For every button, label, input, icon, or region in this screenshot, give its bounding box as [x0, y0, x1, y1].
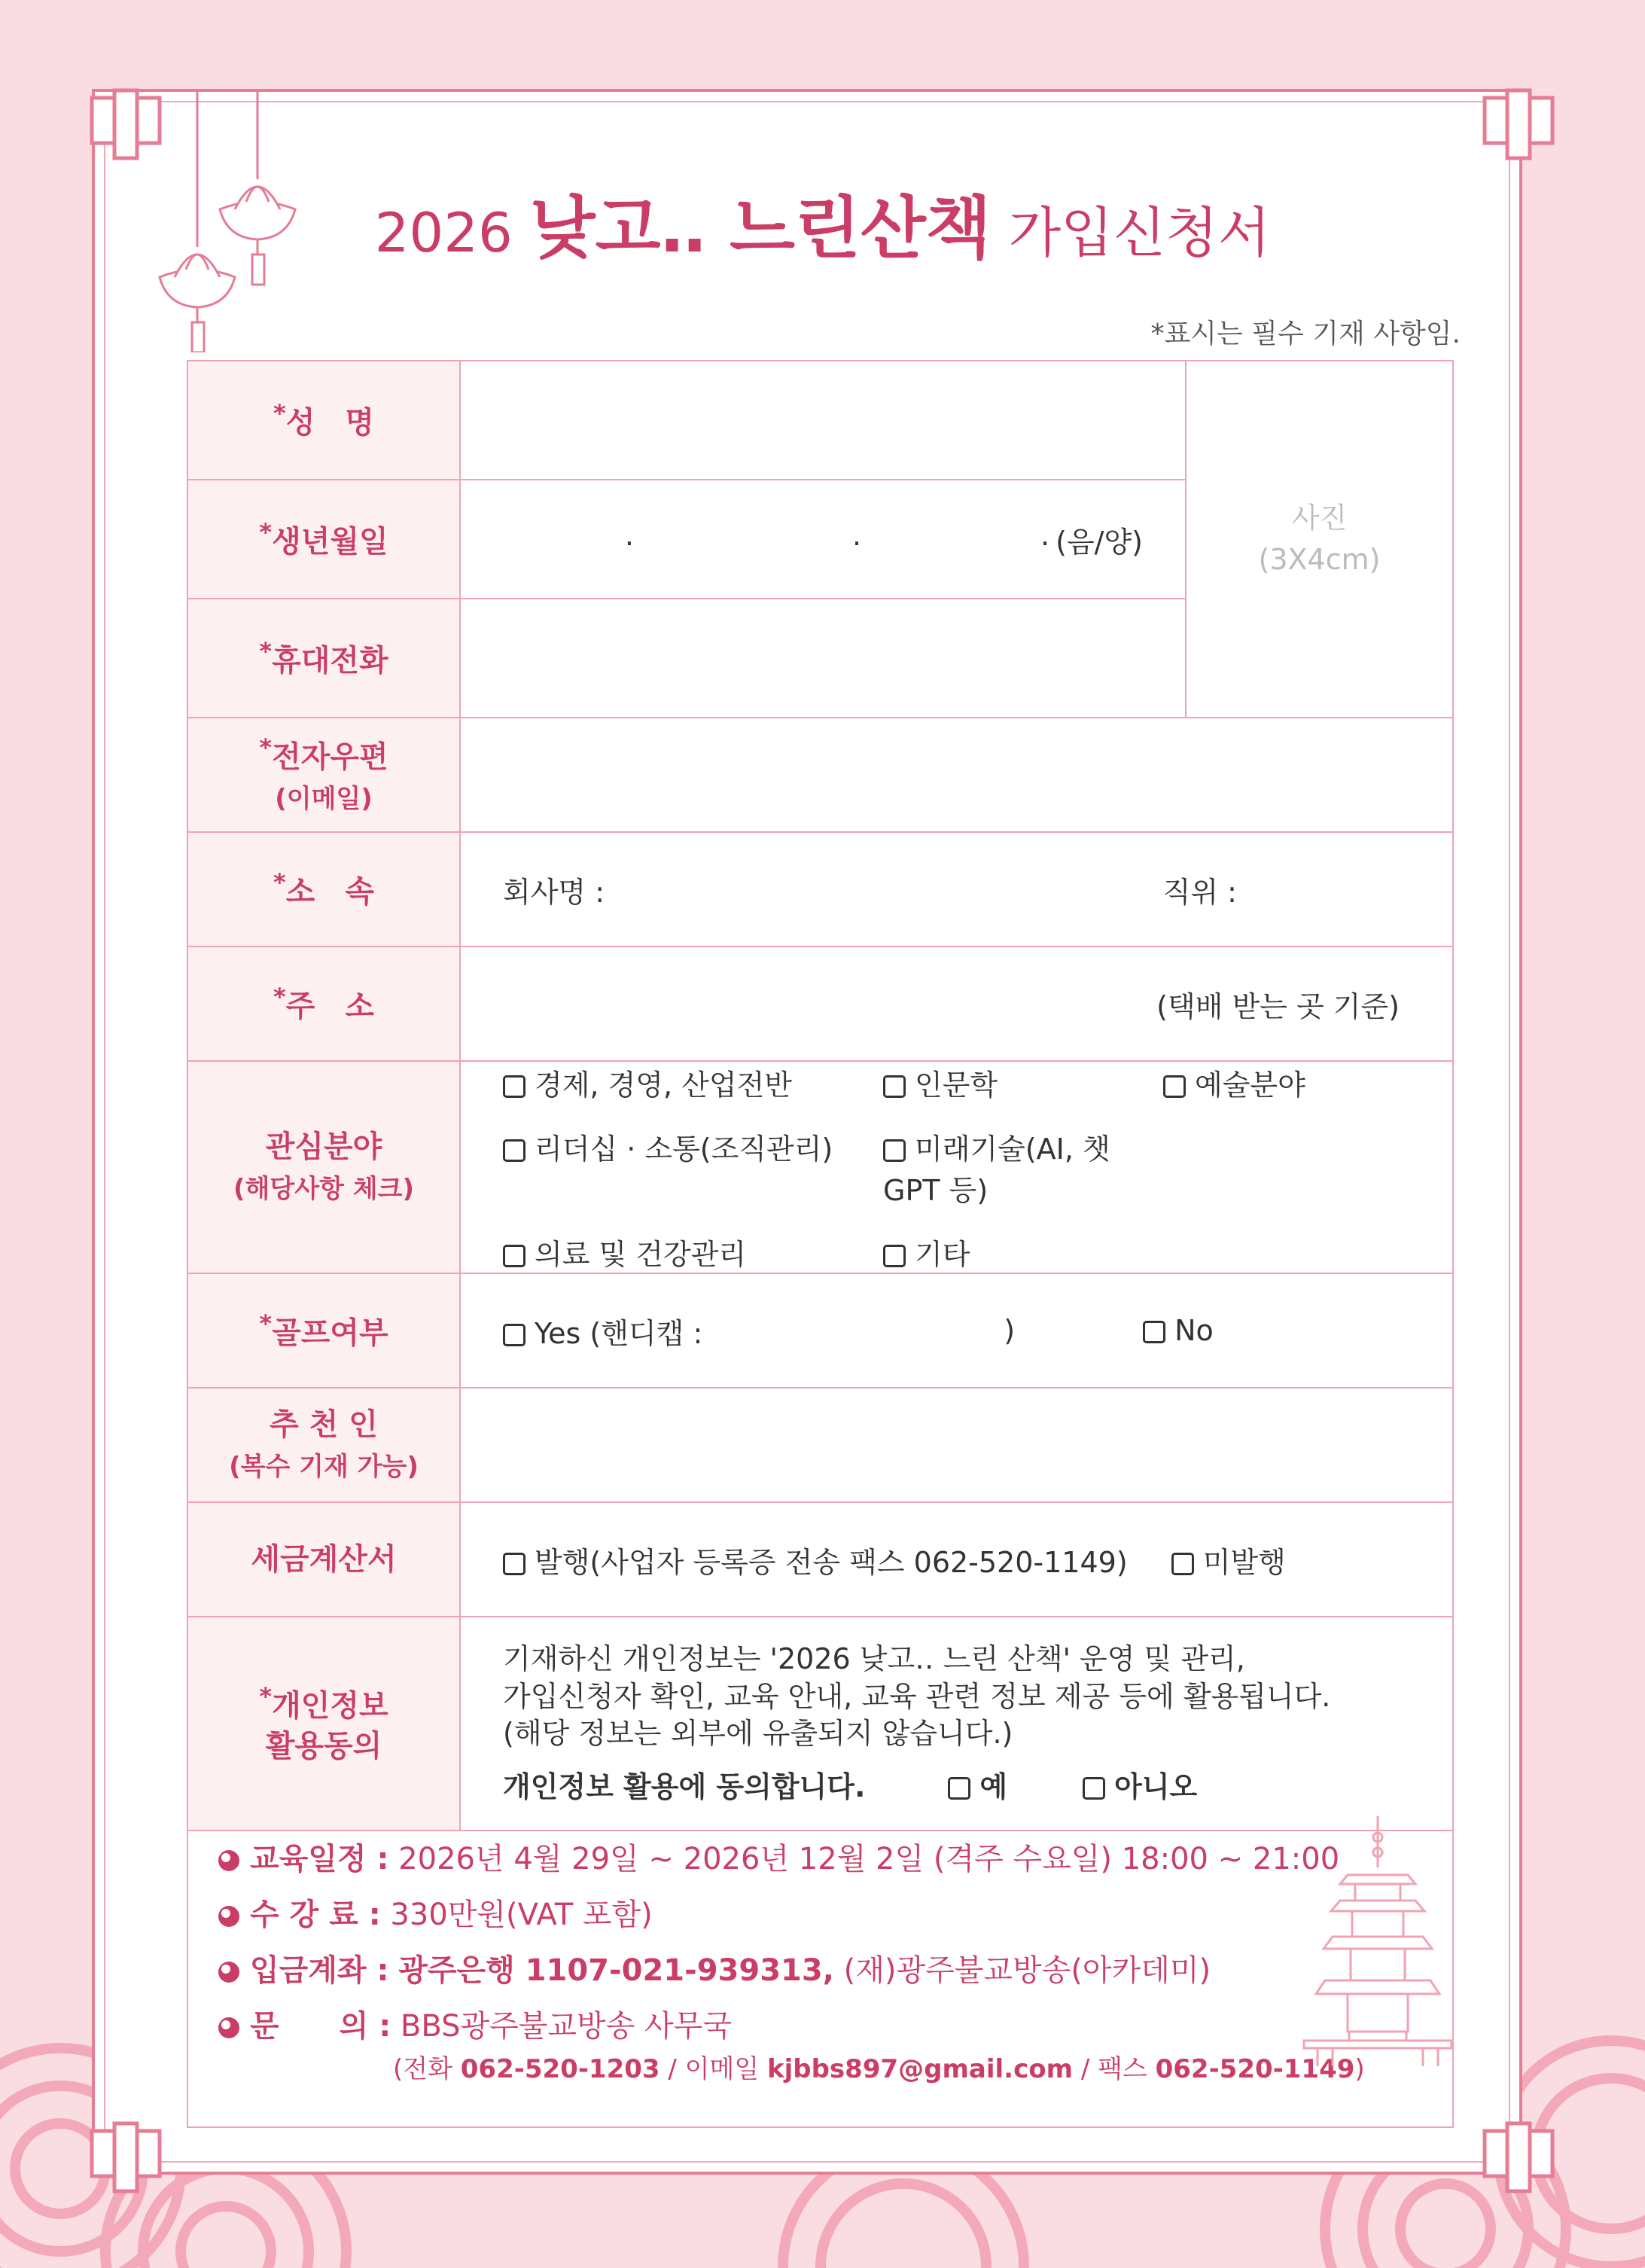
checkbox[interactable]	[883, 1139, 906, 1162]
interest-option[interactable]: 경제, 경영, 산업전반	[503, 1062, 883, 1103]
email-field[interactable]	[460, 718, 1453, 832]
title-suffix: 가입신청서	[1008, 201, 1271, 264]
phone-label: *휴대전화	[187, 599, 460, 718]
tax-no-issue-option[interactable]: 미발행	[1171, 1546, 1286, 1579]
checkbox[interactable]	[503, 1075, 525, 1098]
privacy-no-option[interactable]: 아니오	[1083, 1769, 1197, 1806]
contact-line: 문 의 : BBS광주불교방송 사무국	[218, 1998, 1365, 2054]
interest-option[interactable]: 미래기술(AI, 챗GPT 등)	[883, 1132, 1110, 1207]
birth-dot-day: .	[1040, 518, 1050, 552]
checkbox[interactable]	[1163, 1075, 1186, 1098]
page-title	[0, 173, 1645, 271]
checkbox[interactable]	[503, 1553, 525, 1575]
birth-dot-month: .	[851, 518, 862, 552]
golf-no-option[interactable]: No	[1143, 1314, 1214, 1347]
golf-label: *골프여부	[187, 1273, 460, 1388]
tax-invoice-field	[460, 1502, 1453, 1617]
checkbox[interactable]	[503, 1139, 525, 1162]
bullet-icon	[218, 1906, 239, 1927]
schedule-line: 교육일정 : 2026년 4월 29일 ~ 2026년 12월 2일 (격주 수요일) 18:00 ~ 21:00	[218, 1831, 1365, 1887]
photo-box[interactable]	[1186, 361, 1453, 718]
privacy-yes-option[interactable]: 예	[948, 1769, 1007, 1806]
title-name: 낮고‥ 느린산책	[529, 189, 992, 268]
birth-field[interactable]	[460, 480, 1186, 599]
birth-calendar-type: (음/양)	[1056, 525, 1143, 559]
birth-label: *생년월일	[187, 480, 460, 599]
checkbox[interactable]	[1143, 1321, 1165, 1343]
interest-option[interactable]: 의료 및 건강관리	[503, 1231, 883, 1273]
affiliation-field[interactable]	[460, 832, 1453, 947]
position-label: 직위 :	[1162, 875, 1237, 909]
privacy-label: *개인정보 활용동의	[187, 1617, 460, 1831]
account-line: 입금계좌 : 광주은행 1107-021-939313, (재)광주불교방송(아카데미)	[218, 1943, 1365, 1998]
checkbox[interactable]	[1083, 1777, 1105, 1800]
privacy-agree-text: 개인정보 활용에 동의합니다.	[503, 1770, 866, 1804]
interest-option[interactable]: 인문학	[883, 1062, 1163, 1103]
address-label: *주 소	[187, 947, 460, 1061]
checkbox[interactable]	[948, 1777, 970, 1800]
photo-label: 사진	[1291, 501, 1348, 535]
course-info	[218, 1831, 1365, 2084]
birth-dot-year: .	[624, 518, 634, 552]
name-label: *성 명	[187, 361, 460, 480]
bullet-icon	[218, 1850, 239, 1871]
address-note: (택배 받는 곳 기준)	[1156, 989, 1400, 1023]
interest-option[interactable]: 기타	[883, 1231, 1163, 1273]
company-label: 회사명 :	[503, 875, 605, 909]
privacy-field	[460, 1617, 1453, 1831]
required-note: *표시는 필수 기재 사항임.	[1150, 319, 1461, 349]
interest-label: 관심분야 (해당사항 체크)	[187, 1061, 460, 1273]
golf-yes-option[interactable]: Yes (핸디캡 :	[503, 1310, 702, 1352]
checkbox[interactable]	[503, 1324, 525, 1346]
address-field[interactable]	[460, 947, 1453, 1061]
recommender-field[interactable]	[460, 1388, 1453, 1502]
bullet-icon	[218, 2017, 239, 2038]
email-label: *전자우편 (이메일)	[187, 718, 460, 832]
privacy-text-1: 기재하신 개인정보는 '2026 낮고‥ 느린 산책' 운영 및 관리,	[503, 1642, 1245, 1676]
privacy-text-3: (해당 정보는 외부에 유출되지 않습니다.)	[503, 1717, 1013, 1750]
checkbox[interactable]	[503, 1245, 525, 1267]
affiliation-label: *소 속	[187, 832, 460, 947]
recommender-label: 추 천 인 (복수 기재 가능)	[187, 1388, 460, 1502]
bullet-icon	[218, 1962, 239, 1983]
contact-details: (전화 062-520-1203 / 이메일 kjbbs897@gmail.com / 팩스 062-520-1149)	[393, 2054, 1365, 2084]
checkbox[interactable]	[883, 1245, 906, 1267]
tax-invoice-label: 세금계산서	[187, 1502, 460, 1617]
golf-handicap-close: )	[1004, 1314, 1016, 1347]
interest-field	[460, 1061, 1453, 1273]
phone-field[interactable]	[460, 599, 1186, 718]
name-field[interactable]	[460, 361, 1186, 480]
checkbox[interactable]	[883, 1075, 906, 1098]
pagoda-icon	[1302, 1815, 1453, 2068]
fee-line: 수 강 료 : 330만원(VAT 포함)	[218, 1887, 1365, 1943]
interest-option[interactable]: 예술분야	[1163, 1062, 1359, 1103]
privacy-text-2: 가입신청자 확인, 교육 안내, 교육 관련 정보 제공 등에 활용됩니다.	[503, 1679, 1331, 1713]
golf-field	[460, 1273, 1453, 1388]
tax-issue-option[interactable]: 발행(사업자 등록증 전송 팩스 062-520-1149)	[503, 1546, 1128, 1579]
photo-size: (3X4cm)	[1258, 543, 1381, 576]
interest-option[interactable]: 리더십 · 소통(조직관리)	[503, 1126, 883, 1209]
title-year: 2026	[374, 201, 513, 264]
checkbox[interactable]	[1171, 1553, 1194, 1575]
